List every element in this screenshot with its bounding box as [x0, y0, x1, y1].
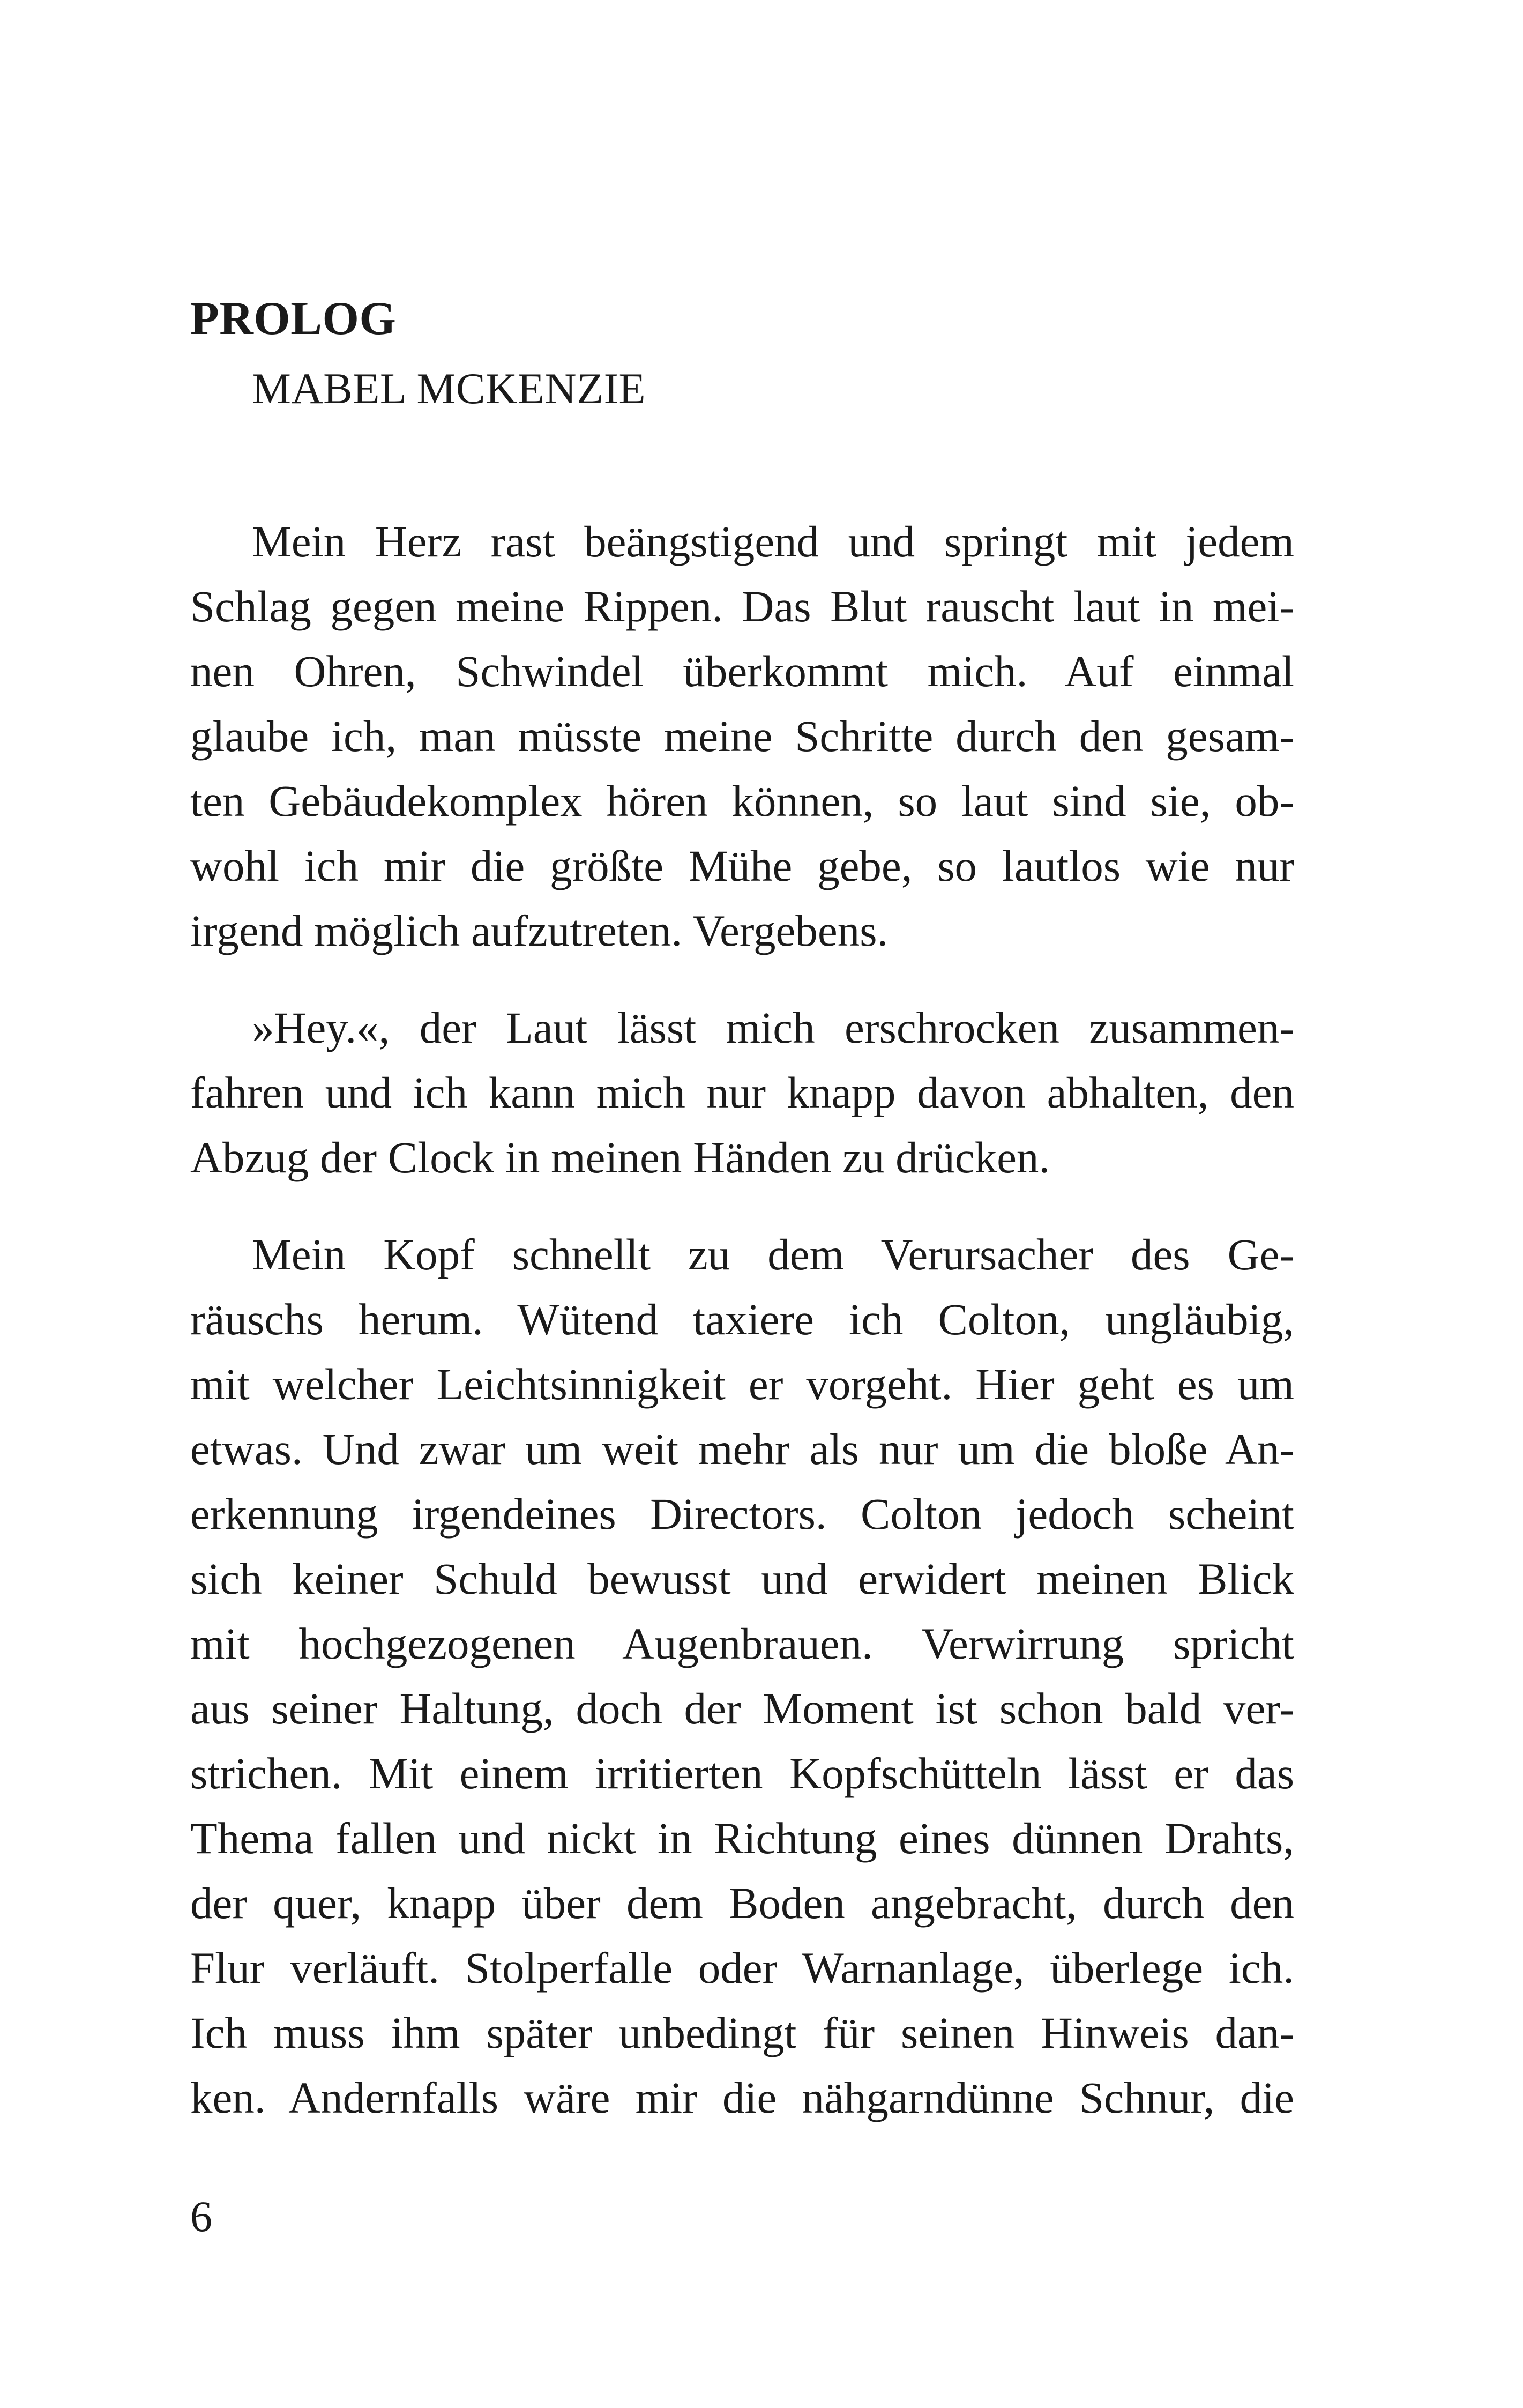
text-line: Flur verläuft. Stolperfalle oder Warnanlage, überlege ich. [190, 1943, 1294, 1993]
text-line: sich keiner Schuld bewusst und erwidert meinen Blick [190, 1554, 1294, 1603]
text-line: Ich muss ihm später unbedingt für seinen Hinweis dan- [190, 2008, 1294, 2057]
paragraph-2 [190, 995, 1294, 1190]
page-number: 6 [190, 2192, 212, 2241]
text-line: ken. Andernfalls wäre mir die nähgarndünne Schnur, die [190, 2073, 1294, 2122]
text-line: »Hey.«, der Laut lässt mich erschrocken zusammen- [252, 1003, 1294, 1052]
text-line: mit welcher Leichtsinnigkeit er vorgeht. Hier geht es um [190, 1359, 1294, 1409]
text-line: Mein Kopf schnellt zu dem Verursacher des Ge- [252, 1230, 1294, 1279]
paragraph-gap [190, 963, 1294, 995]
text-line: erkennung irgendeines Directors. Colton jedoch scheint [190, 1489, 1294, 1539]
text-line: mit hochgezogenen Augenbrauen. Verwirrung spricht [190, 1619, 1294, 1668]
paragraph-1 [190, 509, 1294, 963]
text-line: nen Ohren, Schwindel überkommt mich. Auf einmal [190, 646, 1294, 696]
text-line: der quer, knapp über dem Boden angebracht, durch den [190, 1878, 1294, 1928]
chapter-subtitle: MABEL MCKENZIE [252, 364, 646, 413]
text-line: Thema fallen und nickt in Richtung eines dünnen Drahts, [190, 1814, 1294, 1863]
text-line: Mein Herz rast beängstigend und springt mit jedem [252, 517, 1294, 566]
body-text [190, 509, 1294, 2130]
text-line: ten Gebäudekomplex hören können, so laut sind sie, ob- [190, 776, 1294, 826]
text-line: räuschs herum. Wütend taxiere ich Colton, ungläubig, [190, 1295, 1294, 1344]
text-line: fahren und ich kann mich nur knapp davon abhalten, den [190, 1068, 1294, 1117]
text-line: Abzug der Clock in meinen Händen zu drücken. [190, 1133, 1050, 1182]
text-line: etwas. Und zwar um weit mehr als nur um die bloße An- [190, 1424, 1294, 1474]
paragraph-3 [190, 1222, 1294, 2130]
text-line: aus seiner Haltung, doch der Moment ist schon bald ver- [190, 1684, 1294, 1733]
text-line: irgend möglich aufzutreten. Vergebens. [190, 906, 889, 955]
text-line: wohl ich mir die größte Mühe gebe, so lautlos wie nur [190, 841, 1294, 890]
text-line: strichen. Mit einem irritierten Kopfschütteln lässt er das [190, 1749, 1294, 1798]
paragraph-gap [190, 1190, 1294, 1222]
chapter-title: PROLOG [190, 293, 397, 345]
text-line: glaube ich, man müsste meine Schritte durch den gesam- [190, 711, 1294, 761]
text-line: Schlag gegen meine Rippen. Das Blut rauscht laut in mei- [190, 582, 1294, 631]
